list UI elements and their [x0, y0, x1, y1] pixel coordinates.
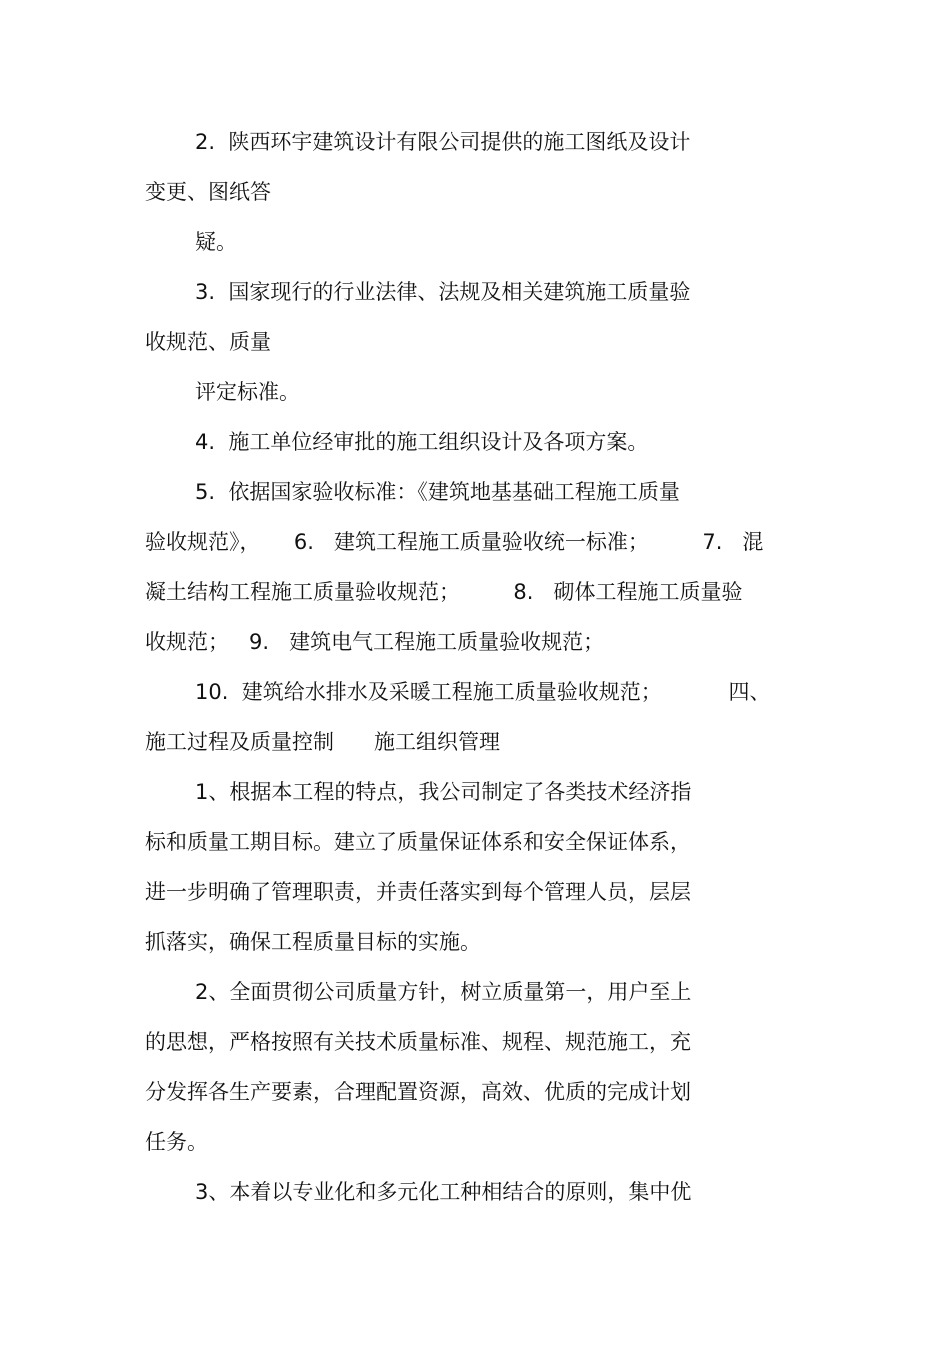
text-line: 4. 施工单位经审批的施工组织设计及各项方案。: [195, 430, 649, 454]
text-line: 疑。: [195, 230, 237, 254]
text-line: 凝土结构工程施工质量验收规范； 8. 砌体工程施工质量验: [145, 580, 743, 604]
text-line: 任务。: [145, 1130, 208, 1154]
text-line: 3. 国家现行的行业法律、法规及相关建筑施工质量验: [195, 280, 691, 304]
text-line: 变更、图纸答: [145, 180, 271, 204]
text-line: 的思想，严格按照有关技术质量标准、规程、规范施工，充: [145, 1030, 691, 1054]
text-line: 验收规范》， 6. 建筑工程施工质量验收统一标准； 7. 混: [145, 530, 764, 554]
text-line: 1、根据本工程的特点，我公司制定了各类技术经济指: [195, 780, 692, 804]
text-line: 施工过程及质量控制 施工组织管理: [145, 730, 501, 754]
text-line: 进一步明确了管理职责，并责任落实到每个管理人员，层层: [145, 880, 691, 904]
text-line: 收规范； 9. 建筑电气工程施工质量验收规范；: [145, 630, 605, 654]
text-line: 2. 陕西环宇建筑设计有限公司提供的施工图纸及设计: [195, 130, 691, 154]
text-line: 分发挥各生产要素，合理配置资源，高效、优质的完成计划: [145, 1080, 691, 1104]
text-line: 5. 依据国家验收标准：《建筑地基基础工程施工质量: [195, 480, 680, 504]
text-line: 3、本着以专业化和多元化工种相结合的原则，集中优: [195, 1180, 692, 1204]
text-line: 抓落实，确保工程质量目标的实施。: [145, 930, 481, 954]
text-line: 标和质量工期目标。建立了质量保证体系和安全保证体系，: [145, 830, 691, 854]
text-line: 10. 建筑给水排水及采暖工程施工质量验收规范； 四、: [195, 680, 771, 704]
text-line: 2、全面贯彻公司质量方针，树立质量第一，用户至上: [195, 980, 692, 1004]
text-line: 收规范、质量: [145, 330, 271, 354]
text-line: 评定标准。: [195, 380, 300, 404]
